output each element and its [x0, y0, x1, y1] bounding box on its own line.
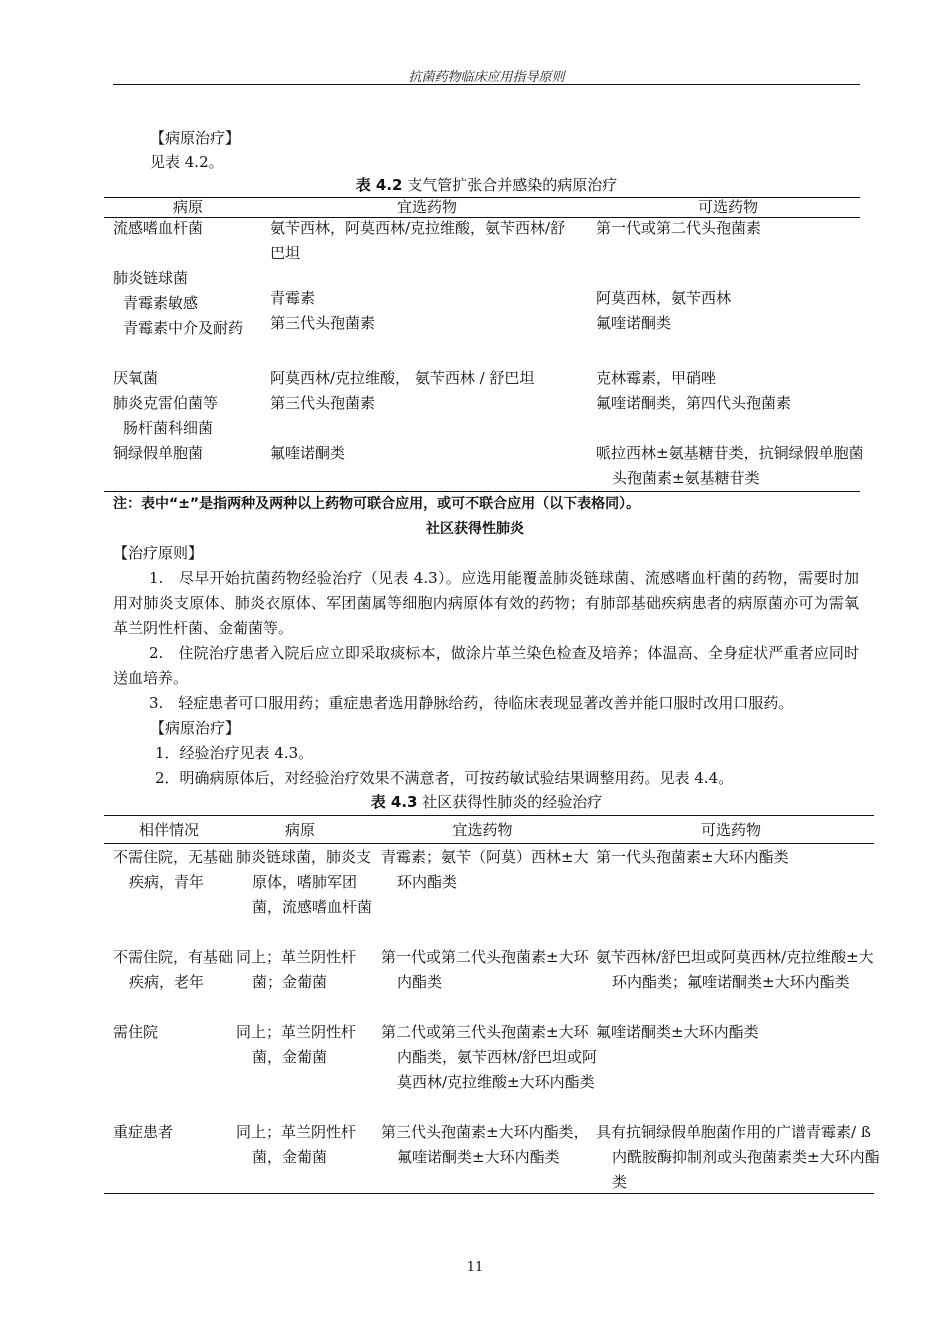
table-cell-preferred: 第一代或第二代头孢菌素±大环内酯类 [381, 948, 589, 991]
principle-paragraph: 3. 轻症患者可口服用药；重症患者选用静脉给药，待临床表现显著改善并能口服时改用口服药。 [149, 694, 794, 712]
table-4-2-title: 支气管扩张合并感染的病原治疗 [407, 176, 618, 194]
section-heading-pathogen-treatment: 【病原治疗】 [150, 129, 241, 147]
table-reference: 见表 4.2。 [150, 153, 224, 171]
table-cell-preferred: 氨苄西林，阿莫西林/克拉维酸，氨苄西林/舒巴坦 [270, 219, 566, 262]
table-4-3-header-alternative: 可选药物 [700, 821, 761, 839]
header-rule [113, 84, 860, 85]
table-cell-alternative: 氨苄西林/舒巴坦或阿莫西林/克拉维酸±大环内酯类；氟喹诺酮类±大环内酯类 [596, 948, 874, 991]
table-4-3-number: 表 4.3 [370, 793, 418, 811]
table-4-2-header-pathogen: 病原 [172, 198, 203, 216]
table-cell-pathogen: 肺炎链球菌 [113, 269, 189, 287]
principle-paragraph: 1. 尽早开始抗菌药物经验治疗（见表 4.3）。应选用能覆盖肺炎链球菌、流感嗜血杆菌的药物，需要时加用对肺炎支原体、肺炎衣原体、军团菌属等细胞内病原体有效的药物；有肺部基础疾病患者的病原菌亦可为需氧革兰阴性杆菌、金葡菌等。 [113, 569, 859, 637]
pathogen-item: 1．经验治疗见表 4.3。 [155, 744, 314, 762]
table-cell-preferred: 青霉素 [270, 289, 316, 307]
table-4-2-header-preferred: 宜选药物 [396, 198, 457, 216]
principle-paragraph: 2. 住院治疗患者入院后应立即采取痰标本，做涂片革兰染色检查及培养；体温高、全身症状严重者应同时送血培养。 [113, 644, 859, 687]
table-4-3-header-rule [104, 843, 874, 844]
table-cell-alternative: 氟喹诺酮类 [596, 314, 672, 332]
table-cell-alternative: 氟喹诺酮类，第四代头孢菌素 [596, 394, 792, 412]
table-4-3-header-preferred: 宜选药物 [452, 821, 513, 839]
section-title: 社区获得性肺炎 [426, 521, 524, 537]
table-4-3-bottom-rule [104, 1193, 874, 1194]
table-cell-condition: 不需住院，有基础疾病，老年 [113, 948, 234, 991]
table-cell-preferred: 第二代或第三代头孢菌素±大环内酯类，氨苄西林/舒巴坦或阿莫西林/克拉维酸±大环内酯类 [381, 1023, 598, 1091]
table-4-3-header-condition: 相伴情况 [138, 821, 199, 839]
table-cell-alternative: 克林霉素，甲硝唑 [596, 369, 717, 387]
table-cell-preferred: 第三代头孢菌素±大环内酯类，氟喹诺酮类±大环内酯类 [381, 1123, 589, 1166]
pathogen-item: 2．明确病原体后，对经验治疗效果不满意者，可按药敏试验结果调整用药。见表 4.4。 [155, 769, 734, 787]
table-cell-pathogen: 同上；革兰阴性杆菌，金葡菌 [236, 1023, 357, 1066]
table-cell-pathogen: 厌氧菌 [113, 369, 159, 387]
table-cell-alternative: 第一代或第二代头孢菌素 [596, 219, 762, 237]
table-cell-condition: 不需住院，无基础疾病，青年 [113, 848, 234, 891]
table-cell-condition: 重症患者 [113, 1123, 174, 1141]
table-cell-preferred: 青霉素；氨苄（阿莫）西林±大环内酯类 [381, 848, 589, 891]
table-note: 注：表中“±”是指两种及两种以上药物可联合应用，或可不联合应用（以下表格同）。 [113, 496, 641, 512]
table-4-2-number: 表 4.2 [355, 176, 403, 194]
table-4-2-header-alternative: 可选药物 [697, 198, 758, 216]
table-cell-preferred: 第三代头孢菌素 [270, 394, 376, 412]
table-4-3-header-pathogen: 病原 [284, 821, 315, 839]
table-4-3-title: 社区获得性肺炎的经验治疗 [422, 793, 603, 811]
table-cell-alternative: 具有抗铜绿假单胞菌作用的广谱青霉素/ ß 内酰胺酶抑制剂或头孢菌素类±大环内酯类 [596, 1123, 880, 1191]
table-cell-pathogen: 肺炎克雷伯菌等 [113, 394, 219, 412]
table-cell-pathogen: 肠杆菌科细菌 [123, 419, 214, 437]
table-4-3-top-rule [104, 815, 874, 816]
table-cell-pathogen: 肺炎链球菌，肺炎支原体，嗜肺军团菌，流感嗜血杆菌 [236, 848, 373, 916]
table-cell-alternative: 第一代头孢菌素±大环内酯类 [596, 848, 789, 866]
pathogen-treatment-heading: 【病原治疗】 [150, 719, 241, 737]
table-cell-preferred: 氟喹诺酮类 [270, 444, 346, 462]
table-cell-preferred: 第三代头孢菌素 [270, 314, 376, 332]
table-cell-alternative: 阿莫西林，氨苄西林 [596, 289, 732, 307]
table-4-3-caption [113, 791, 860, 813]
table-cell-condition: 需住院 [113, 1023, 159, 1041]
table-cell-alternative: 哌拉西林±氨基糖苷类，抗铜绿假单胞菌头孢菌素±氨基糖苷类 [596, 444, 864, 487]
treatment-principle-heading: 【治疗原则】 [113, 544, 204, 562]
running-header: 抗菌药物临床应用指导原则 [408, 70, 565, 85]
table-cell-pathogen: 同上；革兰阴性杆菌；金葡菌 [236, 948, 357, 991]
table-cell-pathogen: 同上；革兰阴性杆菌，金葡菌 [236, 1123, 357, 1166]
table-cell-pathogen: 青霉素敏感 [123, 294, 199, 312]
table-cell-pathogen: 流感嗜血杆菌 [113, 219, 204, 237]
table-cell-pathogen [113, 316, 265, 341]
table-cell-alternative: 氟喹诺酮类±大环内酯类 [596, 1023, 759, 1041]
table-cell-pathogen: 铜绿假单胞菌 [113, 444, 204, 462]
page-number: 11 [466, 1260, 484, 1275]
table-cell-pathogen-text: 青霉素中介及耐药 [123, 319, 244, 337]
table-4-2-caption [113, 174, 860, 196]
table-cell-preferred: 阿莫西林/克拉维酸， 氨苄西林 / 舒巴坦 [270, 369, 535, 387]
